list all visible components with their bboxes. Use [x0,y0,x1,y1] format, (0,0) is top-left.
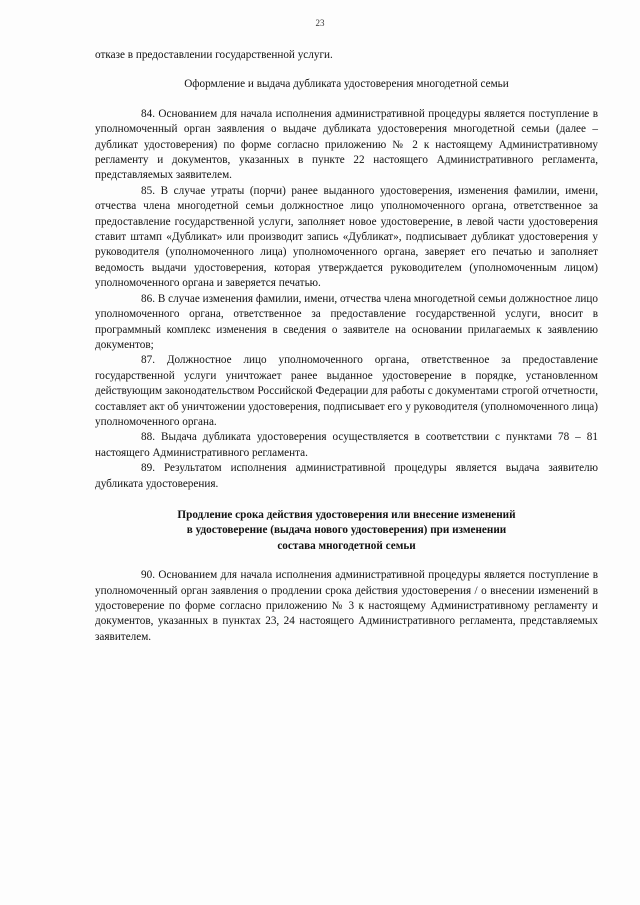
section-heading-extension [95,508,598,554]
section-heading-line: в удостоверение (выдача нового удостоверения) при изменении [186,524,507,537]
intro-line: отказе в предоставлении государственной услуги. [95,49,333,61]
document-body [95,48,598,645]
paragraph-90: 90. Основанием для начала исполнения административной процедуры является поступление в уполномоченный орган заявления о продлении срока действия удостоверения / о внесении изменений в удостоверение по форме согласно приложению № 3 к настоящему Административному регламенту и документов, указанных в пунктах 23, 24 настоящего Административного регламента, представляемых заявителем. [95,569,598,643]
paragraph-85: 85. В случае утраты (порчи) ранее выданного удостоверения, изменения фамилии, имени, отчества члена многодетной семьи должностное лицо уполномоченного органа, ответственное за предоставление государственной услуги, заполняет новое удостоверение, в левой части удостоверения ставит штамп «Дубликат» или производит запись «Дубликат», подписывает дубликат удостоверения у руководителя (уполномоченного лица) уполномоченного органа, заверяет его печатью и заполняет ведомость выдачи удостоверения, которая утверждается руководителем (уполномоченным лицом) уполномоченного органа и заверяется печатью. [95,184,598,290]
paragraph-87: 87. Должностное лицо уполномоченного органа, ответственное за предоставление государственной услуги уничтожает ранее выданное удостоверение в порядке, установленном действующим законодательством Российской Федерации для работы с документами строгой отчетности, составляет акт об уничтожении удостоверения, подписывает его у руководителя (уполномоченного лица) уполномоченного органа. [95,354,598,428]
paragraph-86: 86. В случае изменения фамилии, имени, отчества члена многодетной семьи должностное лицо уполномоченного органа, ответственное за предоставление государственной услуги, вносит в программный комплекс изменения в сведения о заявителе на основании прилагаемых к заявлению документов; [95,292,598,351]
paragraph-89: 89. Результатом исполнения административной процедуры является выдача заявителю дубликата удостоверения. [95,462,598,490]
section-heading-duplicate: Оформление и выдача дубликата удостоверения многодетной семьи [184,78,509,91]
section-heading-line: Продление срока действия удостоверения или внесение изменений [177,508,516,521]
section-heading-line: состава многодетной семьи [277,539,416,552]
paragraph-84: 84. Основанием для начала исполнения административной процедуры является поступление в уполномоченный орган заявления о выдаче дубликата удостоверения многодетной семьи (далее – дубликат удостоверения) по форме согласно приложению № 2 к настоящему Административному регламенту и документов, указанных в пункте 22 настоящего Административного регламента, представляемых заявителем. [95,107,598,182]
page-number: 23 [315,18,325,28]
paragraph-88: 88. Выдача дубликата удостоверения осуществляется в соответствии с пунктами 78 – 81 настоящего Административного регламента. [95,431,598,459]
